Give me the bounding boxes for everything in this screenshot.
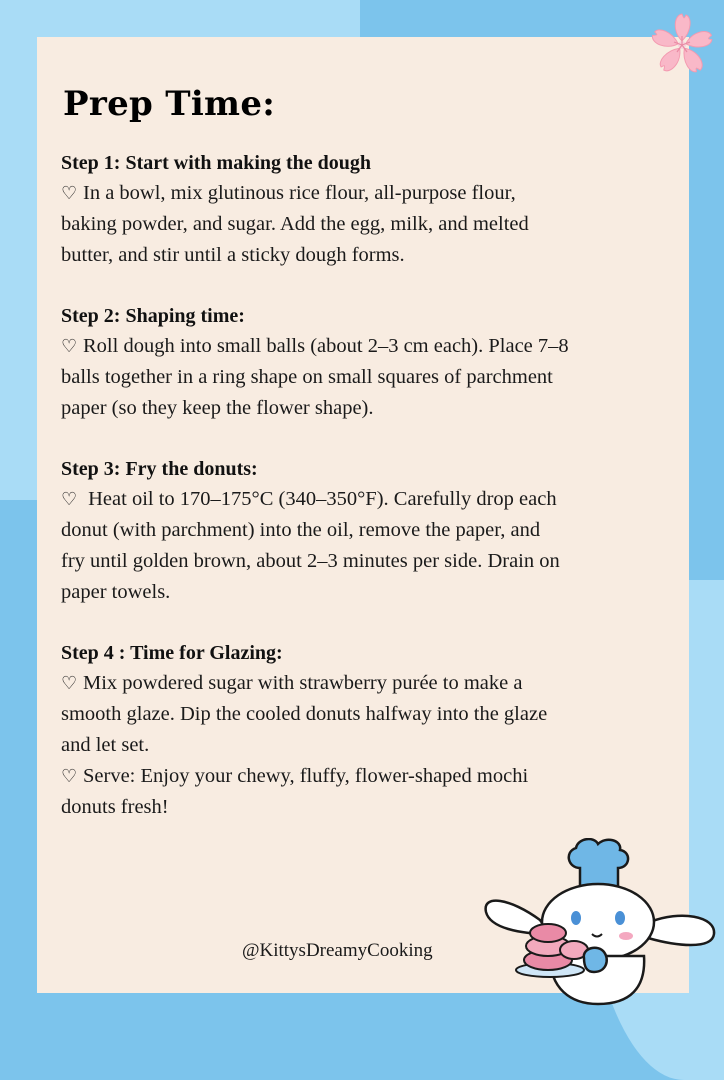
step-heading: Step 1: Start with making the dough [61,152,372,174]
heart-icon: ♡ [61,489,78,509]
heart-icon: ♡ [61,183,78,203]
step-line: and let set. [61,734,150,756]
step-line [61,668,671,699]
steps-list [61,148,671,853]
step-line: baking powder, and sugar. Add the egg, milk, and melted [61,213,529,235]
heart-icon: ♡ [61,766,78,786]
step-heading: Step 2: Shaping time: [61,305,245,327]
heart-icon: ♡ [61,336,78,356]
step-text: In a bowl, mix glutinous rice flour, all-purpose flour, [83,182,516,204]
step-line: fry until golden brown, about 2–3 minutes per side. Drain on [61,550,560,572]
step-line: donut (with parchment) into the oil, remove the paper, and [61,519,541,541]
cherry-blossom-icon [647,10,717,80]
page-title: Prep Time: [63,84,276,124]
step-line [61,178,671,209]
step-heading: Step 4 : Time for Glazing: [61,642,283,664]
step-line: smooth glaze. Dip the cooled donuts halfway into the glaze [61,703,548,725]
step-line: butter, and stir until a sticky dough forms. [61,244,405,266]
step-line: paper towels. [61,581,171,603]
step-line: paper (so they keep the flower shape). [61,397,374,419]
chef-hat-icon [569,839,628,890]
heart-icon: ♡ [61,673,78,693]
step-3 [61,454,671,608]
step-text: Roll dough into small balls (about 2–3 cm each). Place 7–8 [83,335,569,357]
step-line [61,484,671,515]
step-2 [61,301,671,424]
social-handle: @KittysDreamyCooking [242,940,433,961]
step-text: Heat oil to 170–175°C (340–350°F). Carefully drop each [83,488,557,510]
step-line [61,761,671,792]
step-text: Mix powdered sugar with strawberry purée to make a [83,672,523,694]
step-line: donuts fresh! [61,796,169,818]
chef-bunny-mascot-icon [480,838,720,1008]
step-text: Serve: Enjoy your chewy, fluffy, flower-shaped mochi [83,765,529,787]
step-1 [61,148,671,271]
step-heading: Step 3: Fry the donuts: [61,458,258,480]
step-line: balls together in a ring shape on small squares of parchment [61,366,553,388]
step-4 [61,638,671,823]
step-line [61,331,671,362]
